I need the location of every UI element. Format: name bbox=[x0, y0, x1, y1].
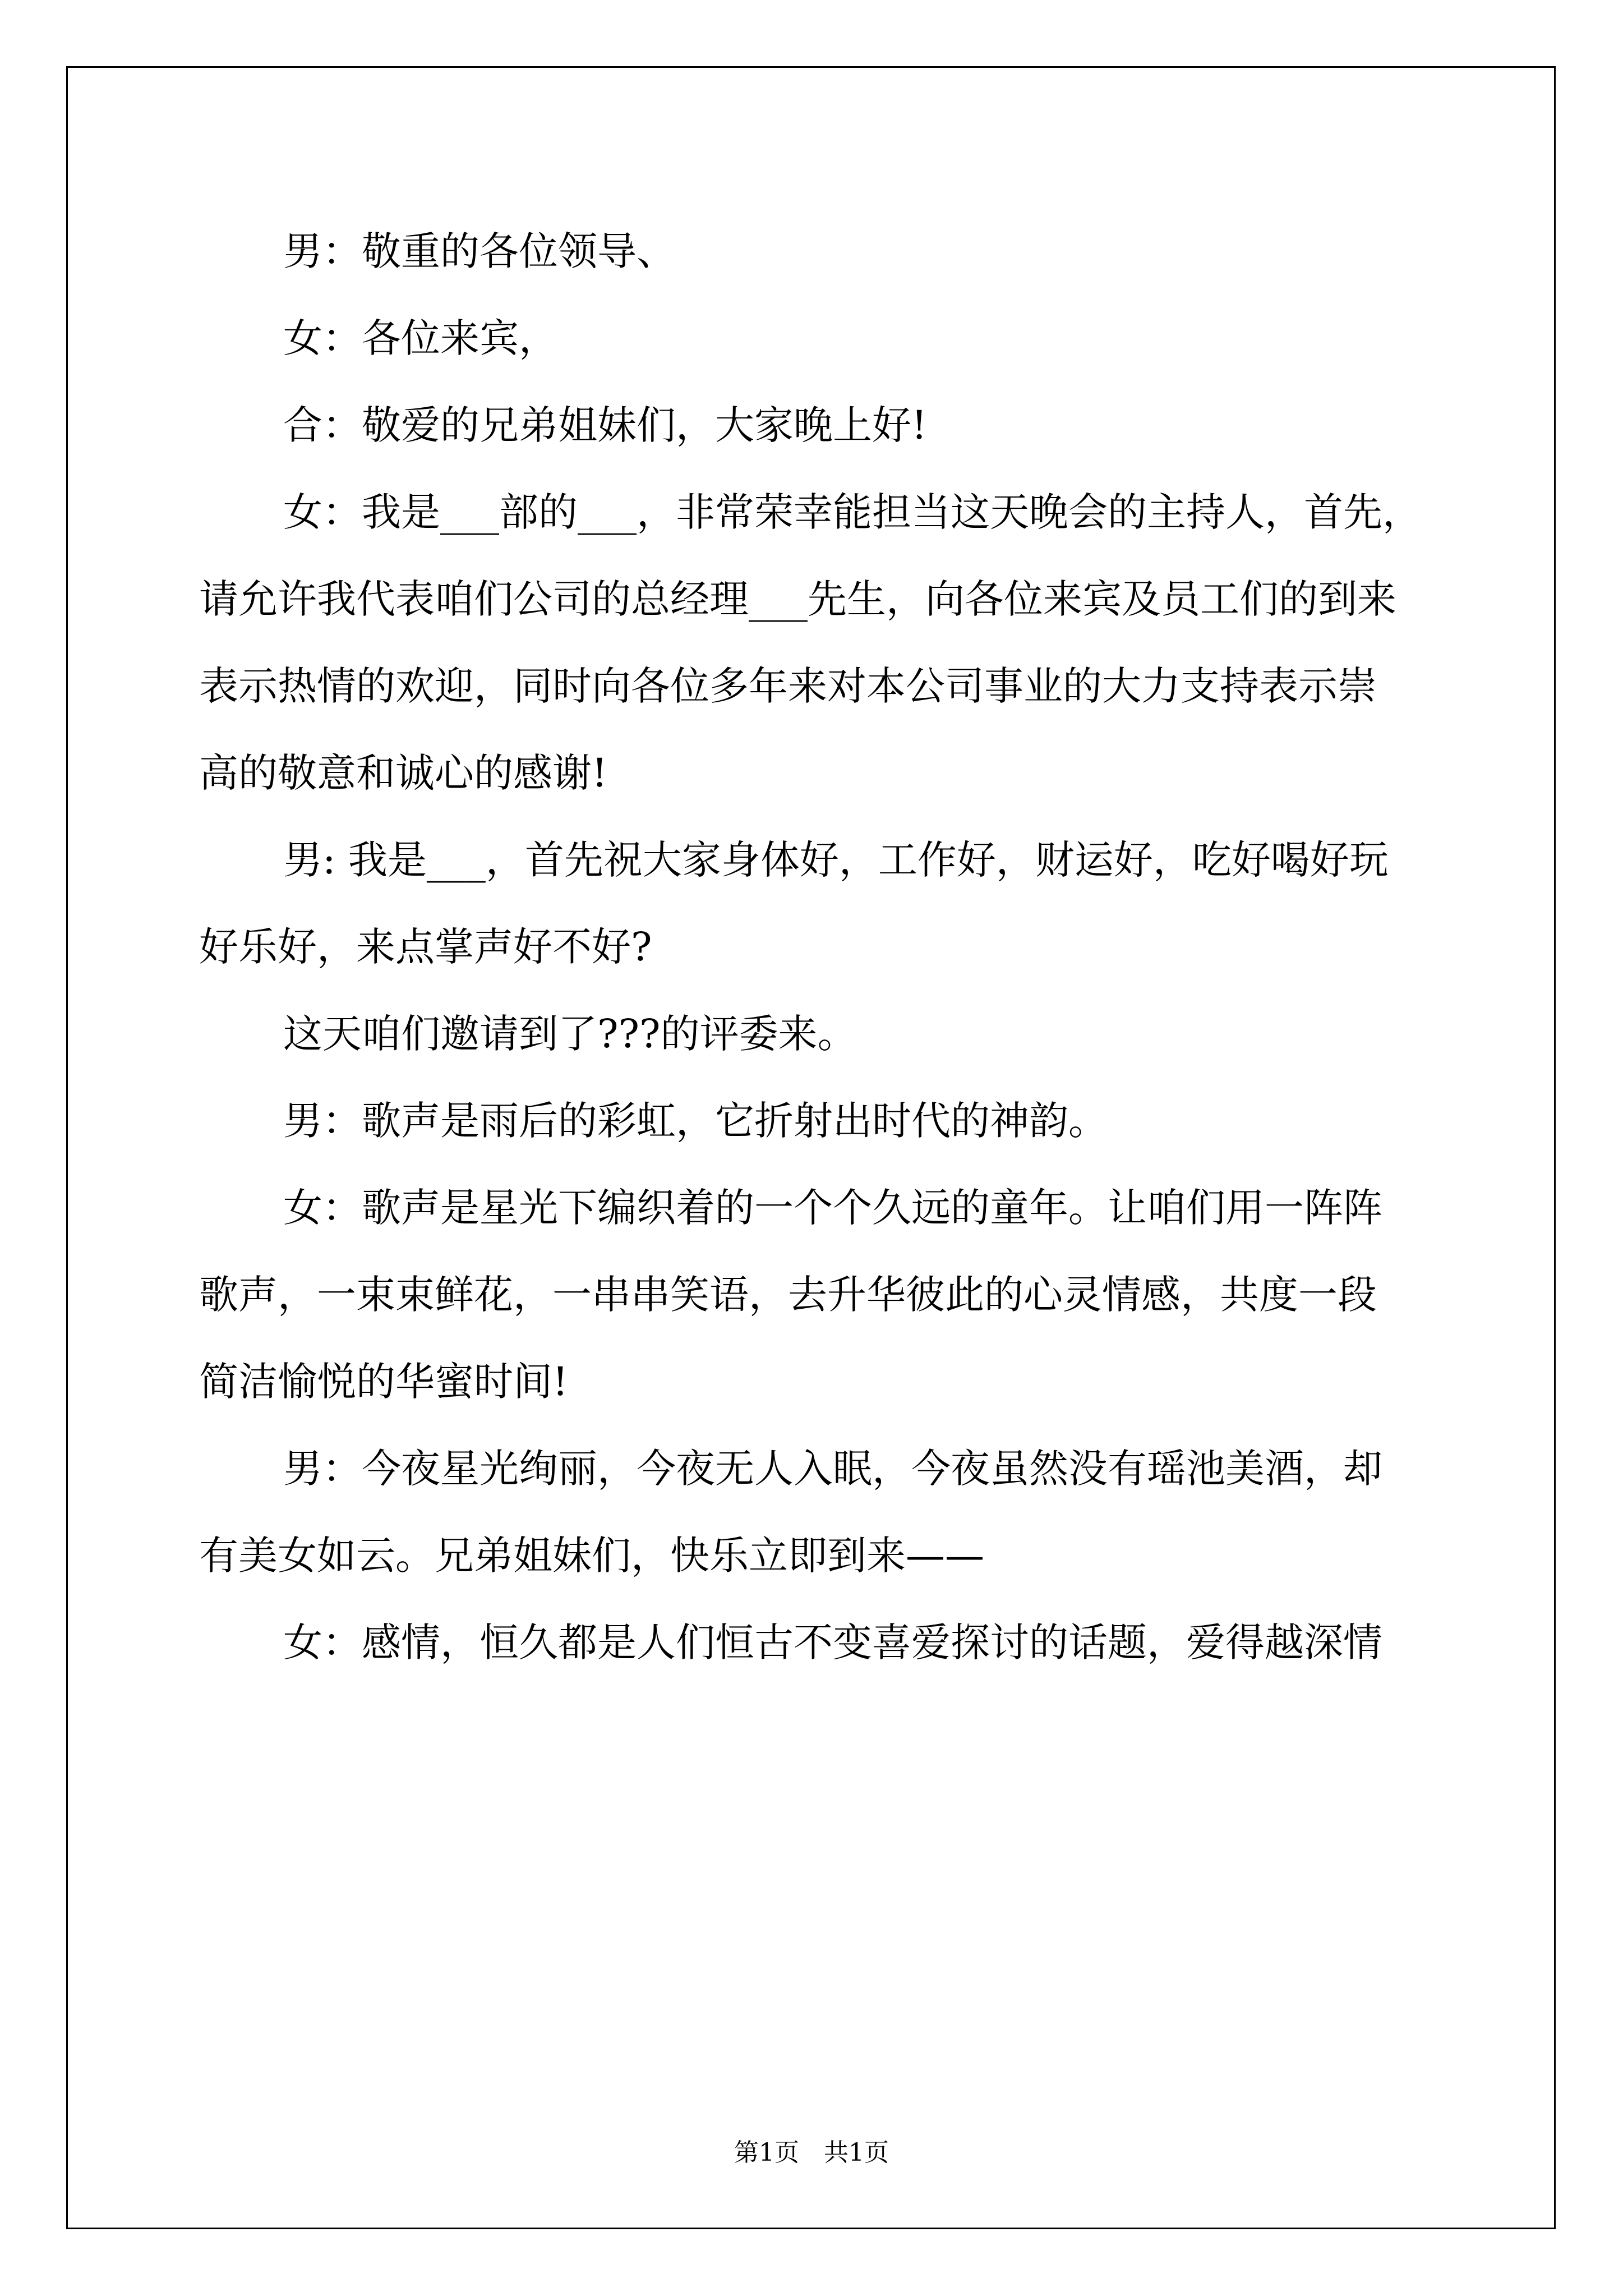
text-line: 歌声，一束束鲜花，一串串笑语，去升华彼此的心灵情感，共度一段 bbox=[199, 1272, 1377, 1318]
text-line: 好乐好，来点掌声好不好? bbox=[199, 924, 652, 970]
text-line: 这天咱们邀请到了???的评委来。 bbox=[283, 1011, 857, 1057]
text-line: 合：敬爱的兄弟姐妹们，大家晚上好! bbox=[283, 402, 928, 448]
text-line: 女：感情，恒久都是人们恒古不变喜爱探讨的话题，爱得越深情 bbox=[283, 1619, 1382, 1665]
text-line: 女：歌声是星光下编织着的一个个久远的童年。让咱们用一阵阵 bbox=[283, 1185, 1382, 1231]
text-line: 男：歌声是雨后的彩虹，它折射出时代的神韵。 bbox=[283, 1098, 1108, 1144]
text-line: 男：今夜星光绚丽，今夜无人入眠，今夜虽然没有瑶池美酒，却 bbox=[283, 1446, 1382, 1492]
text-line: 男：敬重的各位领导、 bbox=[283, 228, 676, 274]
text-line: 高的敬意和诚心的感谢! bbox=[199, 750, 608, 796]
text-line: 表示热情的欢迎，同时向各位多年来对本公司事业的大力支持表示崇 bbox=[199, 663, 1377, 709]
text-line: 男: 我是___，首先祝大家身体好，工作好，财运好，吃好喝好玩 bbox=[283, 837, 1389, 883]
text-line: 有美女如云。兄弟姐妹们，快乐立即到来—— bbox=[199, 1533, 984, 1579]
text-line: 简洁愉悦的华蜜时间! bbox=[199, 1359, 569, 1405]
page-number-footer: 第1页 共1页 bbox=[734, 2138, 889, 2167]
text-line: 女：我是___部的___，非常荣幸能担当这天晚会的主持人，首先， bbox=[283, 489, 1422, 535]
text-line: 女：各位来宾， bbox=[283, 315, 558, 361]
text-line: 请允许我代表咱们公司的总经理___先生，向各位来宾及员工们的到来 bbox=[199, 576, 1396, 622]
